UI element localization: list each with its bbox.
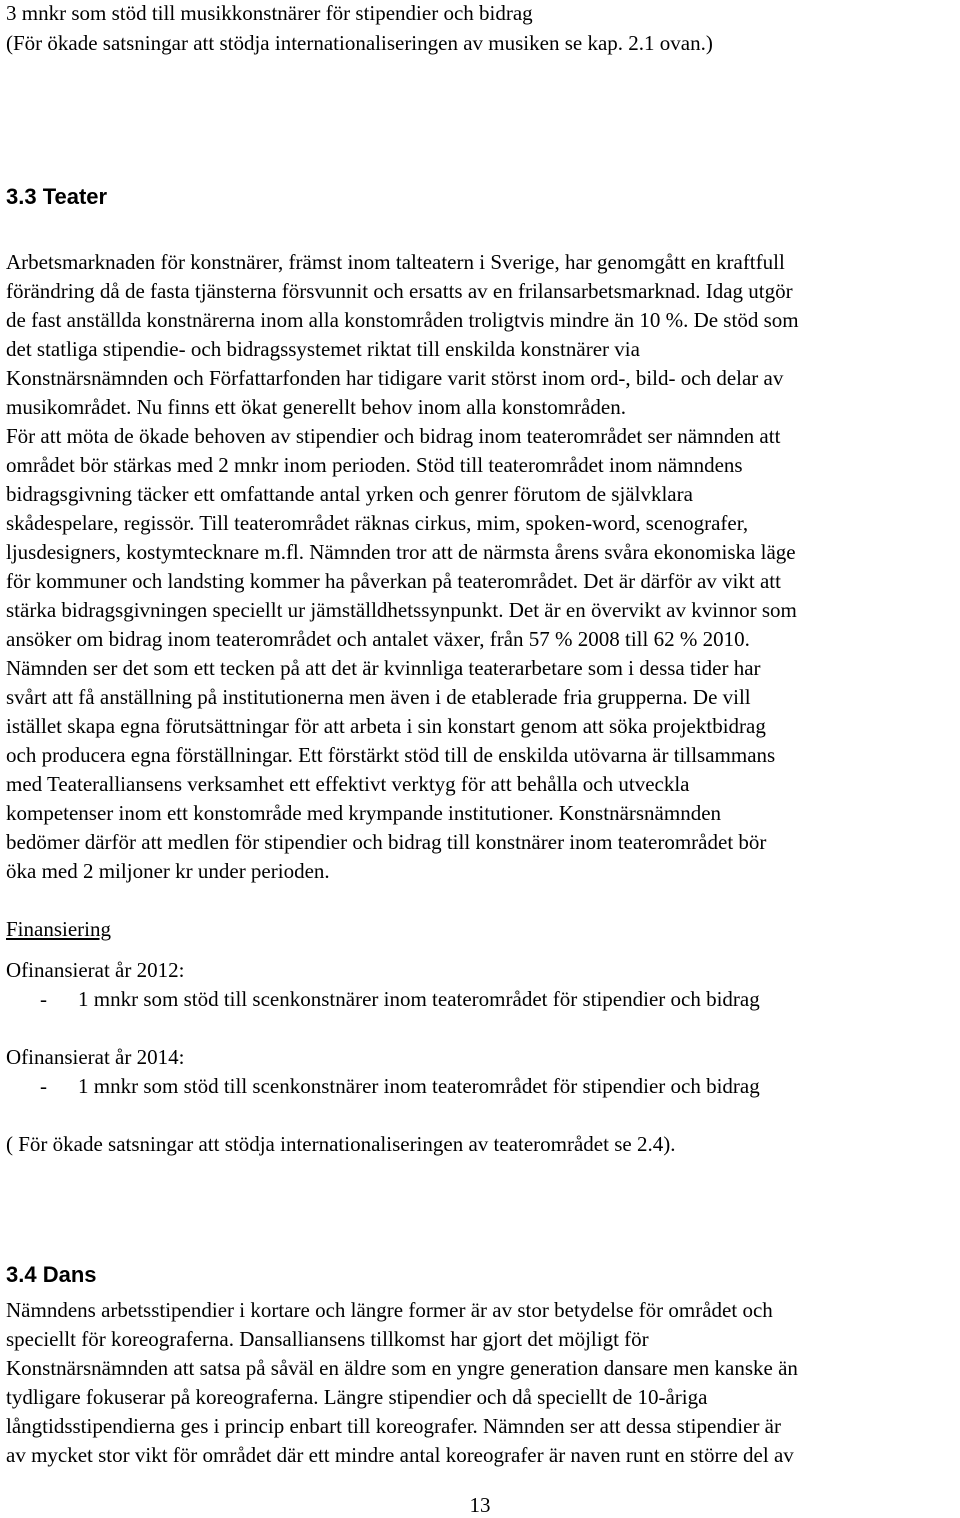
teater-line: förändring då de fasta tjänsterna försvunnit och ersatts av en frilansarbetsmarknad. Idag utgör: [6, 279, 793, 303]
section-heading-teater: 3.3 Teater: [6, 184, 108, 209]
page-number: 13: [469, 1493, 491, 1517]
dans-line: tydligare fokuserar på koreograferna. Längre stipendier och då speciellt de 10-åriga: [6, 1385, 708, 1409]
funding-2012-dash: -: [40, 987, 47, 1011]
intro-line-1: 3 mnkr som stöd till musikkonstnärer för stipendier och bidrag: [6, 1, 533, 25]
funding-2012-item: 1 mnkr som stöd till scenkonstnärer inom teaterområdet för stipendier och bidrag: [78, 987, 760, 1011]
teater-line: det statliga stipendie- och bidragssystemet riktat till enskilda konstnärer via: [6, 337, 640, 361]
dans-line: Nämndens arbetsstipendier i kortare och längre former är av stor betydelse för området och: [6, 1298, 773, 1322]
teater-line: öka med 2 miljoner kr under perioden.: [6, 859, 330, 883]
teater-line: Konstnärsnämnden och Författarfonden har tidigare varit störst inom ord-, bild- och delar av: [6, 366, 784, 390]
funding-note: ( För ökade satsningar att stödja internationaliseringen av teaterområdet se 2.4).: [6, 1132, 676, 1156]
dans-line: Konstnärsnämnden att satsa på såväl en äldre som en yngre generation dansare men kanske än: [6, 1356, 798, 1380]
teater-line: bidragsgivning täcker ett omfattande antal yrken och genrer förutom de självklara: [6, 482, 693, 506]
teater-line: musikområdet. Nu finns ett ökat generellt behov inom alla konstområden.: [6, 395, 626, 419]
dans-line: speciellt för koreograferna. Dansalliansens tillkomst har gjort det möjligt för: [6, 1327, 649, 1351]
teater-line: bedömer därför att medlen för stipendier och bidrag till konstnärer inom teaterområdet bör: [6, 830, 767, 854]
teater-line: området bör stärkas med 2 mnkr inom perioden. Stöd till teaterområdet inom nämndens: [6, 453, 743, 477]
intro-line-2: (För ökade satsningar att stödja internationaliseringen av musiken se kap. 2.1 ovan.): [6, 31, 713, 55]
teater-line: skådespelare, regissör. Till teaterområdet räknas cirkus, mim, spoken-word, scenografer,: [6, 511, 749, 535]
teater-line: ljusdesigners, kostymtecknare m.fl. Nämnden tror att de närmsta årens svåra ekonomiska läge: [6, 540, 796, 564]
dans-line: av mycket stor vikt för området där ett mindre antal koreografer är naven runt en större del av: [6, 1443, 794, 1467]
dans-line: långtidsstipendierna ges i princip enbart till koreografer. Nämnden ser att dessa stipendier är: [6, 1414, 782, 1438]
teater-line: stärka bidragsgivningen speciellt ur jämställdhetssynpunkt. Det är en övervikt av kvinnor som: [6, 598, 797, 622]
teater-line: Nämnden ser det som ett tecken på att det är kvinnliga teaterarbetare som i dessa tider har: [6, 656, 761, 680]
teater-line: istället skapa egna förutsättningar för att arbeta i sin konstart genom att söka projektbidrag: [6, 714, 766, 738]
funding-2014-item: 1 mnkr som stöd till scenkonstnärer inom teaterområdet för stipendier och bidrag: [78, 1074, 760, 1098]
funding-2014-dash: -: [40, 1074, 47, 1098]
finansiering-heading: Finansiering: [6, 917, 111, 941]
teater-line: ansöker om bidrag inom teaterområdet och antalet växer, från 57 % 2008 till 62 % 2010.: [6, 627, 750, 651]
teater-line: Arbetsmarknaden för konstnärer, främst inom talteatern i Sverige, har genomgått en kraftfull: [6, 250, 785, 274]
teater-line: svårt att få anställning på institutionerna men även i de etablerade fria grupperna. De vill: [6, 685, 751, 709]
section-heading-dans: 3.4 Dans: [6, 1262, 97, 1287]
teater-line: för kommuner och landsting kommer ha påverkan på teaterområdet. Det är därför av vikt att: [6, 569, 781, 593]
teater-line: med Teateralliansens verksamhet ett effektivt verktyg för att behålla och utveckla: [6, 772, 690, 796]
teater-line: kompetenser inom ett konstområde med krympande institutioner. Konstnärsnämnden: [6, 801, 722, 825]
funding-2014-label: Ofinansierat år 2014:: [6, 1045, 185, 1069]
teater-line: de fast anställda konstnärerna inom alla konstområden troligtvis mindre än 10 %. De stöd som: [6, 308, 799, 332]
teater-line: och producera egna förställningar. Ett förstärkt stöd till de enskilda utövarna är tillsammans: [6, 743, 776, 767]
funding-2012-label: Ofinansierat år 2012:: [6, 958, 185, 982]
teater-line: För att möta de ökade behoven av stipendier och bidrag inom teaterområdet ser nämnden att: [6, 424, 781, 448]
